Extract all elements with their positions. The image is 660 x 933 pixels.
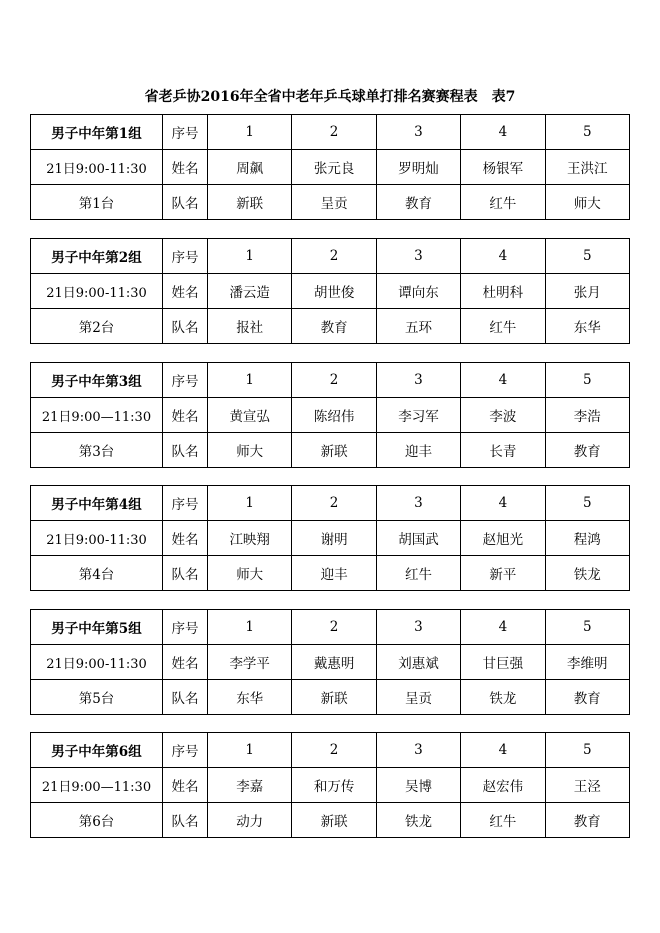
seq-number: 5 — [545, 486, 629, 521]
player-name: 谭向东 — [376, 274, 460, 309]
player-name: 李习军 — [376, 398, 460, 433]
player-name: 程鸿 — [545, 521, 629, 556]
player-name: 谢明 — [292, 521, 376, 556]
team-name: 迎丰 — [292, 556, 376, 591]
match-time: 21日9:00-11:30 — [31, 521, 163, 556]
seq-number: 1 — [208, 733, 292, 768]
seq-number: 1 — [208, 239, 292, 274]
seq-number: 5 — [545, 239, 629, 274]
team-name: 长青 — [461, 433, 545, 468]
team-name: 新联 — [292, 433, 376, 468]
player-name: 王泾 — [545, 768, 629, 803]
match-time: 21日9:00-11:30 — [31, 645, 163, 680]
group-name: 男子中年第4组 — [31, 486, 163, 521]
table-row — [31, 680, 630, 715]
row-label: 姓名 — [163, 398, 208, 433]
team-name: 东华 — [208, 680, 292, 715]
table-row — [31, 521, 630, 556]
row-label: 姓名 — [163, 645, 208, 680]
table-row — [31, 610, 630, 645]
team-name: 动力 — [208, 803, 292, 838]
seq-number: 5 — [545, 610, 629, 645]
player-name: 吴博 — [376, 768, 460, 803]
team-name: 新联 — [208, 185, 292, 220]
seq-number: 4 — [461, 610, 545, 645]
player-name: 陈绍伟 — [292, 398, 376, 433]
player-name: 胡世俊 — [292, 274, 376, 309]
team-name: 铁龙 — [461, 680, 545, 715]
table-row — [31, 150, 630, 185]
group-name: 男子中年第2组 — [31, 239, 163, 274]
table-row — [31, 556, 630, 591]
seq-number: 2 — [292, 363, 376, 398]
group-table-4 — [30, 485, 630, 591]
player-name: 杜明科 — [461, 274, 545, 309]
row-label: 队名 — [163, 185, 208, 220]
row-label: 序号 — [163, 733, 208, 768]
table-number: 第6台 — [31, 803, 163, 838]
group-name: 男子中年第3组 — [31, 363, 163, 398]
player-name: 张元良 — [292, 150, 376, 185]
row-label: 队名 — [163, 680, 208, 715]
match-time: 21日9:00-11:30 — [31, 150, 163, 185]
player-name: 王洪江 — [545, 150, 629, 185]
table-row — [31, 309, 630, 344]
seq-number: 3 — [376, 239, 460, 274]
row-label: 序号 — [163, 115, 208, 150]
player-name: 潘云造 — [208, 274, 292, 309]
seq-number: 4 — [461, 239, 545, 274]
player-name: 张月 — [545, 274, 629, 309]
row-label: 序号 — [163, 486, 208, 521]
seq-number: 2 — [292, 115, 376, 150]
row-label: 姓名 — [163, 521, 208, 556]
row-label: 序号 — [163, 610, 208, 645]
seq-number: 1 — [208, 486, 292, 521]
team-name: 铁龙 — [376, 803, 460, 838]
player-name: 杨银军 — [461, 150, 545, 185]
player-name: 和万传 — [292, 768, 376, 803]
seq-number: 3 — [376, 115, 460, 150]
seq-number: 2 — [292, 733, 376, 768]
table-row — [31, 398, 630, 433]
team-name: 教育 — [376, 185, 460, 220]
table-number: 第5台 — [31, 680, 163, 715]
table-row — [31, 274, 630, 309]
page-title: 省老乒协2016年全省中老年乒乓球单打排名赛赛程表 表7 — [144, 89, 516, 105]
team-name: 新联 — [292, 803, 376, 838]
table-row — [31, 433, 630, 468]
team-name: 红牛 — [376, 556, 460, 591]
team-name: 教育 — [545, 680, 629, 715]
group-table-6 — [30, 732, 630, 838]
team-name: 教育 — [545, 433, 629, 468]
team-name: 东华 — [545, 309, 629, 344]
team-name: 呈贡 — [376, 680, 460, 715]
group-table-3 — [30, 362, 630, 468]
row-label: 姓名 — [163, 274, 208, 309]
seq-number: 4 — [461, 486, 545, 521]
group-table-2 — [30, 238, 630, 344]
table-row — [31, 185, 630, 220]
team-name: 红牛 — [461, 803, 545, 838]
seq-number: 3 — [376, 733, 460, 768]
seq-number: 1 — [208, 610, 292, 645]
group-name: 男子中年第1组 — [31, 115, 163, 150]
table-number: 第2台 — [31, 309, 163, 344]
row-label: 序号 — [163, 239, 208, 274]
table-row — [31, 486, 630, 521]
table-number: 第4台 — [31, 556, 163, 591]
player-name: 周飙 — [208, 150, 292, 185]
row-label: 序号 — [163, 363, 208, 398]
table-row — [31, 363, 630, 398]
match-time: 21日9:00—11:30 — [31, 768, 163, 803]
table-row — [31, 645, 630, 680]
seq-number: 3 — [376, 486, 460, 521]
team-name: 铁龙 — [545, 556, 629, 591]
group-name: 男子中年第5组 — [31, 610, 163, 645]
match-time: 21日9:00-11:30 — [31, 274, 163, 309]
table-number: 第1台 — [31, 185, 163, 220]
team-name: 迎丰 — [376, 433, 460, 468]
player-name: 刘惠斌 — [376, 645, 460, 680]
player-name: 李维明 — [545, 645, 629, 680]
row-label: 队名 — [163, 309, 208, 344]
seq-number: 3 — [376, 610, 460, 645]
seq-number: 5 — [545, 363, 629, 398]
seq-number: 2 — [292, 239, 376, 274]
team-name: 红牛 — [461, 309, 545, 344]
seq-number: 5 — [545, 733, 629, 768]
player-name: 罗明灿 — [376, 150, 460, 185]
seq-number: 4 — [461, 115, 545, 150]
match-time: 21日9:00—11:30 — [31, 398, 163, 433]
table-row — [31, 239, 630, 274]
player-name: 戴惠明 — [292, 645, 376, 680]
player-name: 李嘉 — [208, 768, 292, 803]
group-table-1 — [30, 114, 630, 220]
group-table-5 — [30, 609, 630, 715]
table-row — [31, 115, 630, 150]
player-name: 李波 — [461, 398, 545, 433]
team-name: 新联 — [292, 680, 376, 715]
table-number: 第3台 — [31, 433, 163, 468]
team-name: 五环 — [376, 309, 460, 344]
row-label: 队名 — [163, 803, 208, 838]
team-name: 红牛 — [461, 185, 545, 220]
team-name: 教育 — [292, 309, 376, 344]
row-label: 姓名 — [163, 150, 208, 185]
player-name: 胡国武 — [376, 521, 460, 556]
player-name: 李浩 — [545, 398, 629, 433]
seq-number: 5 — [545, 115, 629, 150]
team-name: 呈贡 — [292, 185, 376, 220]
seq-number: 4 — [461, 733, 545, 768]
seq-number: 1 — [208, 363, 292, 398]
player-name: 甘巨强 — [461, 645, 545, 680]
player-name: 李学平 — [208, 645, 292, 680]
table-row — [31, 733, 630, 768]
team-name: 报社 — [208, 309, 292, 344]
table-row — [31, 768, 630, 803]
seq-number: 2 — [292, 610, 376, 645]
player-name: 赵宏伟 — [461, 768, 545, 803]
seq-number: 2 — [292, 486, 376, 521]
row-label: 队名 — [163, 556, 208, 591]
team-name: 师大 — [208, 433, 292, 468]
team-name: 新平 — [461, 556, 545, 591]
row-label: 队名 — [163, 433, 208, 468]
seq-number: 4 — [461, 363, 545, 398]
team-name: 师大 — [545, 185, 629, 220]
row-label: 姓名 — [163, 768, 208, 803]
seq-number: 1 — [208, 115, 292, 150]
group-name: 男子中年第6组 — [31, 733, 163, 768]
player-name: 黄宣弘 — [208, 398, 292, 433]
player-name: 江映翔 — [208, 521, 292, 556]
table-row — [31, 803, 630, 838]
player-name: 赵旭光 — [461, 521, 545, 556]
team-name: 师大 — [208, 556, 292, 591]
seq-number: 3 — [376, 363, 460, 398]
team-name: 教育 — [545, 803, 629, 838]
